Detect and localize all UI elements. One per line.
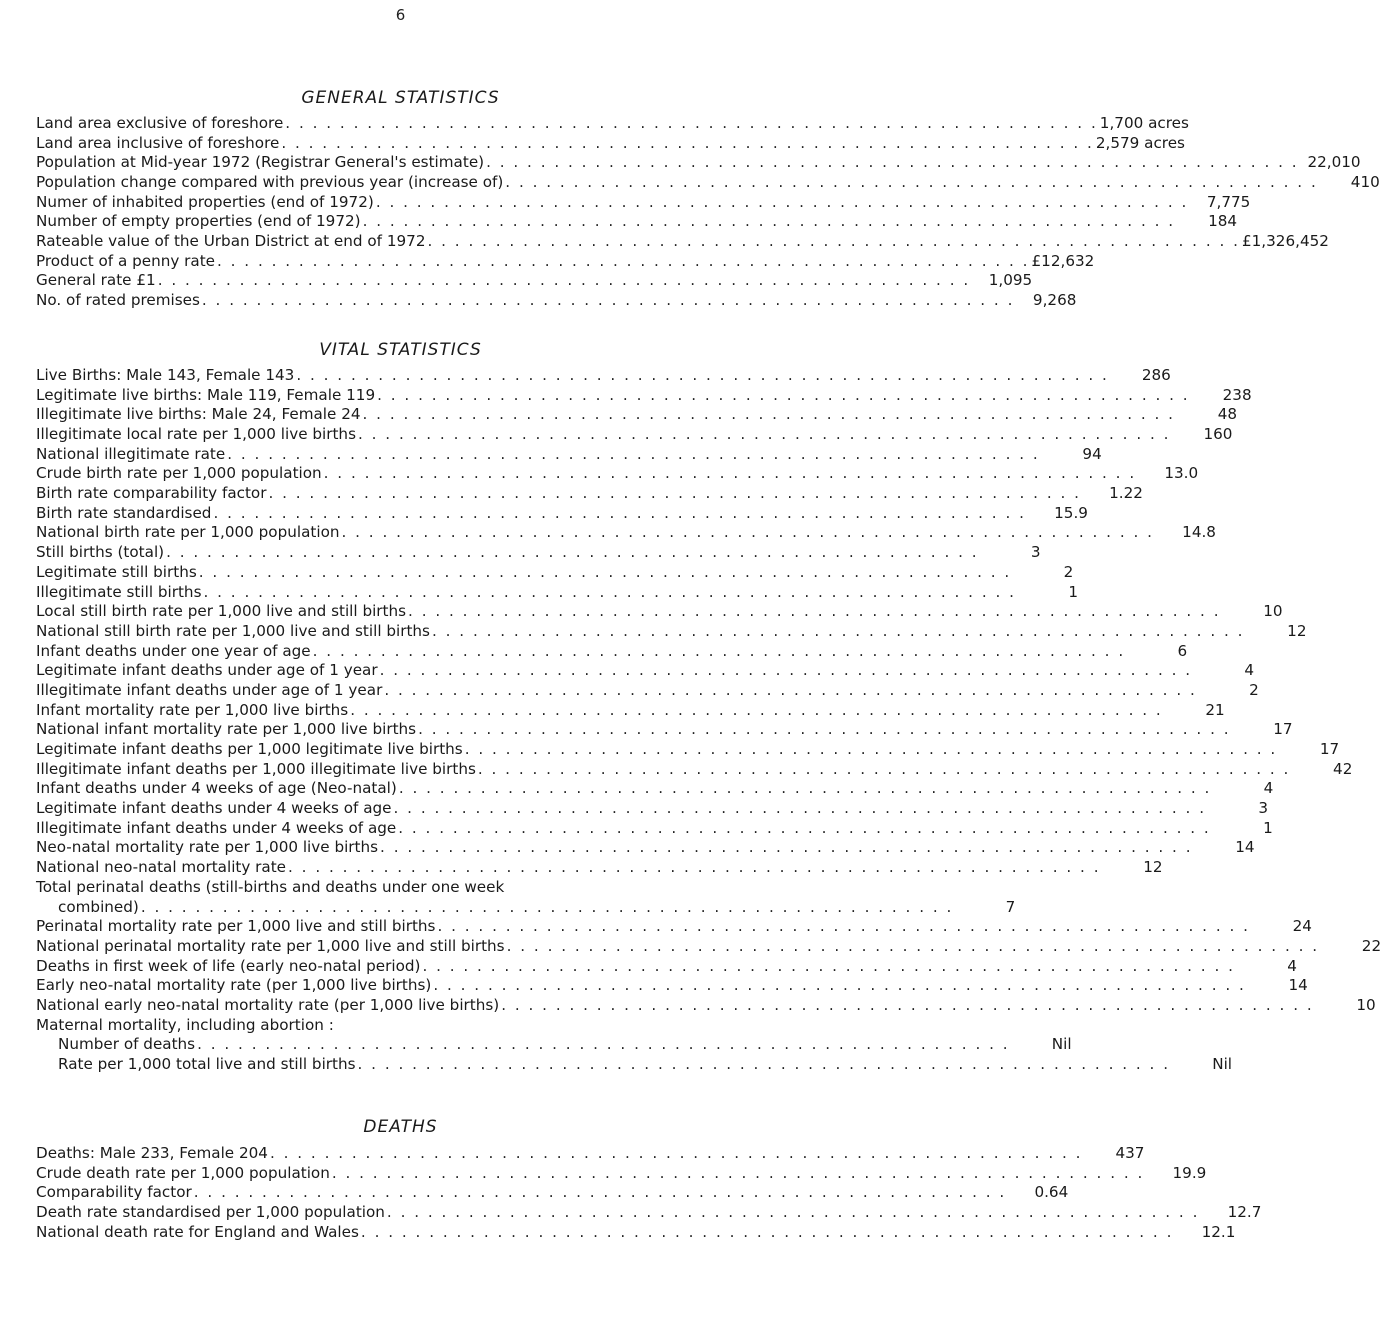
dot-leader: . . . . . . . . . . . . . . . . . . . . . . . . . . . . . . . . . . . . . . . . . . . . . . . . . . . . . . . . . . . . <box>380 838 1193 857</box>
statistic-label: Comparability factor <box>36 1183 192 1202</box>
dot-leader: . . . . . . . . . . . . . . . . . . . . . . . . . . . . . . . . . . . . . . . . . . . . . . . . . . . . . . . . . . . . <box>285 113 1098 132</box>
statistic-label: Deaths in first week of life (early neo-natal period) <box>36 956 421 975</box>
statistic-label: Illegitimate still births <box>36 582 202 601</box>
statistic-row <box>36 878 771 898</box>
statistic-value: 42 <box>1333 759 1353 778</box>
statistic-label: Live Births: Male 143, Female 143 <box>36 365 295 384</box>
statistic-value: 13.0 <box>1164 464 1199 483</box>
statistic-row <box>36 759 1353 780</box>
statistic-label: Land area exclusive of foreshore <box>36 113 284 132</box>
statistic-value: 6 <box>1177 641 1188 660</box>
statistic-value: 437 <box>1115 1143 1145 1162</box>
vital-statistics-heading: VITAL STATISTICS <box>319 340 482 360</box>
statistic-row <box>36 543 1041 563</box>
statistic-value: 10 <box>1356 995 1376 1014</box>
statistic-label: National neo-natal mortality rate <box>36 858 287 877</box>
statistic-row <box>36 232 1329 252</box>
statistic-label: Perinatal mortality rate per 1,000 live and still births <box>36 917 436 936</box>
statistic-value: 14 <box>1288 976 1308 995</box>
statistic-label: Maternal mortality, including abortion : <box>36 1015 334 1034</box>
statistic-row <box>36 1203 1262 1223</box>
statistic-label: National perinatal mortality rate per 1,000 live and still births <box>36 936 505 955</box>
dot-leader: . . . . . . . . . . . . . . . . . . . . . . . . . . . . . . . . . . . . . . . . . . . . . . . . . . . . . . . . . . . . <box>140 897 954 916</box>
statistic-label: Illegitimate infant deaths per 1,000 illegitimate live births <box>36 759 476 778</box>
statistic-row <box>36 621 1307 642</box>
statistic-value: 19.9 <box>1172 1163 1207 1182</box>
statistic-value: £1,326,452 <box>1241 232 1329 251</box>
statistic-label: National early neo-natal mortality rate (per 1,000 live births) <box>36 995 500 1014</box>
general-statistics-heading: GENERAL STATISTICS <box>301 88 500 108</box>
dot-leader: . . . . . . . . . . . . . . . . . . . . . . . . . . . . . . . . . . . . . . . . . . . . . . . . . . . . . . . . . . . . <box>268 484 1081 503</box>
dot-leader: . . . . . . . . . . . . . . . . . . . . . . . . . . . . . . . . . . . . . . . . . . . . . . . . . . . . . . . . . . . . <box>408 602 1221 621</box>
statistic-row <box>36 799 1269 819</box>
deaths-heading: DEATHS <box>363 1117 438 1137</box>
statistic-label: Total perinatal deaths (still-births and deaths under one week <box>36 877 505 896</box>
statistic-value: 12.1 <box>1201 1222 1236 1241</box>
dot-leader: . . . . . . . . . . . . . . . . . . . . . . . . . . . . . . . . . . . . . . . . . . . . . . . . . . . . . . . . . . . . <box>477 759 1291 778</box>
statistic-value: 238 <box>1222 385 1252 404</box>
dot-leader: . . . . . . . . . . . . . . . . . . . . . . . . . . . . . . . . . . . . . . . . . . . . . . . . . . . . . . . . . . . . <box>331 1163 1145 1182</box>
dot-leader: . . . . . . . . . . . . . . . . . . . . . . . . . . . . . . . . . . . . . . . . . . . . . . . . . . . . . . . . . . . . <box>341 523 1154 542</box>
dot-leader: . . . . . . . . . . . . . . . . . . . . . . . . . . . . . . . . . . . . . . . . . . . . . . . . . . . . . . . . . . . . <box>379 661 1193 680</box>
statistic-row <box>36 818 1273 839</box>
statistic-label: Rateable value of the Urban District at end of 1972 <box>36 232 426 251</box>
dot-leader: . . . . . . . . . . . . . . . . . . . . . . . . . . . . . . . . . . . . . . . . . . . . . . . . . . . . . . . . . . . . <box>433 976 1246 995</box>
statistic-row <box>36 192 1251 213</box>
dot-leader: . . . . . . . . . . . . . . . . . . . . . . . . . . . . . . . . . . . . . . . . . . . . . . . . . . . . . . . . . . . . <box>357 425 1171 444</box>
statistic-row <box>36 212 1238 232</box>
dot-leader: . . . . . . . . . . . . . . . . . . . . . . . . . . . . . . . . . . . . . . . . . . . . . . . . . . . . . . . . . . . . <box>357 1055 1171 1074</box>
statistic-value: 12 <box>1143 858 1163 877</box>
dot-leader: . . . . . . . . . . . . . . . . . . . . . . . . . . . . . . . . . . . . . . . . . . . . . . . . . . . . . . . . . . . . <box>360 1222 1174 1241</box>
statistic-row <box>36 444 1102 465</box>
statistic-row <box>36 133 1185 154</box>
statistic-label: Legitimate infant deaths under age of 1 year <box>36 661 378 680</box>
general-statistics-list <box>36 113 1380 311</box>
statistic-row <box>36 153 1361 173</box>
statistic-row <box>36 464 1199 484</box>
statistic-label: Land area inclusive of foreshore <box>36 133 280 152</box>
statistic-label: Legitimate live births: Male 119, Female 119 <box>36 385 376 404</box>
dot-leader: . . . . . . . . . . . . . . . . . . . . . . . . . . . . . . . . . . . . . . . . . . . . . . . . . . . . . . . . . . . . <box>375 192 1189 211</box>
statistic-value: 7 <box>1005 897 1016 916</box>
statistic-row <box>36 251 1095 272</box>
statistic-value: 3 <box>1258 799 1269 818</box>
dot-leader: . . . . . . . . . . . . . . . . . . . . . . . . . . . . . . . . . . . . . . . . . . . . . . . . . . . . . . . . . . . . <box>386 1203 1200 1222</box>
page-number: 6 <box>395 6 406 24</box>
statistic-value: 4 <box>1263 779 1274 798</box>
statistic-value: 160 <box>1203 425 1233 444</box>
dot-leader: . . . . . . . . . . . . . . . . . . . . . . . . . . . . . . . . . . . . . . . . . . . . . . . . . . . . . . . . . . . . <box>418 720 1231 739</box>
statistic-value: 184 <box>1208 212 1238 231</box>
statistic-row <box>36 995 1376 1016</box>
statistic-row <box>36 936 1381 957</box>
statistic-row <box>36 405 1238 425</box>
statistic-value: 1.22 <box>1109 484 1143 503</box>
dot-leader: . . . . . . . . . . . . . . . . . . . . . . . . . . . . . . . . . . . . . . . . . . . . . . . . . . . . . . . . . . . . <box>437 917 1250 936</box>
statistic-label: National birth rate per 1,000 population <box>36 523 340 542</box>
statistic-label: Crude birth rate per 1,000 population <box>36 464 322 483</box>
statistic-label: Still births (total) <box>36 543 165 562</box>
statistic-label: Illegitimate live births: Male 24, Female 24 <box>36 405 361 424</box>
dot-leader: . . . . . . . . . . . . . . . . . . . . . . . . . . . . . . . . . . . . . . . . . . . . . . . . . . . . . . . . . . . . <box>505 173 1318 192</box>
statistic-value: 1 <box>1068 582 1078 601</box>
statistic-value: 0.64 <box>1034 1183 1069 1202</box>
dot-leader: . . . . . . . . . . . . . . . . . . . . . . . . . . . . . . . . . . . . . . . . . . . . . . . . . . . . . . . . . . . . <box>312 641 1126 660</box>
statistic-row <box>36 1163 1207 1184</box>
statistic-value: 1,095 <box>988 271 1033 290</box>
statistic-label: Population change compared with previous year (increase of) <box>36 173 504 192</box>
dot-leader: . . . . . . . . . . . . . . . . . . . . . . . . . . . . . . . . . . . . . . . . . . . . . . . . . . . . . . . . . . . . <box>501 995 1314 1014</box>
statistic-value: 22,010 <box>1307 153 1361 172</box>
statistic-value: 21 <box>1205 700 1225 719</box>
statistic-value: 24 <box>1292 917 1312 936</box>
statistic-value: 2,579 acres <box>1095 133 1185 152</box>
statistic-row <box>36 484 1143 504</box>
statistic-label: Crude death rate per 1,000 population <box>36 1163 330 1182</box>
statistic-label: General rate £1 <box>36 271 156 290</box>
statistic-label: Death rate standardised per 1,000 population <box>36 1203 385 1222</box>
statistic-row <box>36 523 1216 544</box>
statistic-value: 9,268 <box>1032 291 1077 310</box>
statistic-value: 7,775 <box>1206 192 1251 211</box>
statistic-row <box>36 858 1163 878</box>
statistic-label: Infant mortality rate per 1,000 live births <box>36 700 349 719</box>
statistic-value: Nil <box>1212 1055 1233 1074</box>
dot-leader: . . . . . . . . . . . . . . . . . . . . . . . . . . . . . . . . . . . . . . . . . . . . . . . . . . . . . . . . . . . . <box>393 799 1207 818</box>
statistic-row <box>36 425 1233 445</box>
dot-leader: . . . . . . . . . . . . . . . . . . . . . . . . . . . . . . . . . . . . . . . . . . . . . . . . . . . . . . . . . . . . <box>288 858 1101 877</box>
statistic-row <box>36 1143 1145 1164</box>
dot-leader: . . . . . . . . . . . . . . . . . . . . . . . . . . . . . . . . . . . . . . . . . . . . . . . . . . . . . . . . . . . . <box>362 212 1176 231</box>
statistic-label: Illegitimate local rate per 1,000 live births <box>36 425 356 444</box>
statistic-value: Nil <box>1051 1035 1072 1054</box>
statistic-value: 286 <box>1141 365 1171 384</box>
dot-leader: . . . . . . . . . . . . . . . . . . . . . . . . . . . . . . . . . . . . . . . . . . . . . . . . . . . . . . . . . . . . <box>227 444 1040 463</box>
statistic-label: National illegitimate rate <box>36 444 226 463</box>
statistic-value: 410 <box>1350 173 1380 192</box>
statistic-row <box>36 1055 1233 1075</box>
dot-leader: . . . . . . . . . . . . . . . . . . . . . . . . . . . . . . . . . . . . . . . . . . . . . . . . . . . . . . . . . . . . <box>422 956 1235 975</box>
statistic-row <box>36 503 1088 524</box>
statistic-label: No. of rated premises <box>36 291 200 310</box>
statistic-label: Legitimate still births <box>36 562 197 581</box>
statistic-label: combined) <box>58 897 139 916</box>
dot-leader: . . . . . . . . . . . . . . . . . . . . . . . . . . . . . . . . . . . . . . . . . . . . . . . . . . . . . . . . . . . . <box>193 1183 1007 1202</box>
deaths-list <box>36 1143 1262 1242</box>
dot-leader: . . . . . . . . . . . . . . . . . . . . . . . . . . . . . . . . . . . . . . . . . . . . . . . . . . . . . . . . . . . . <box>198 562 1012 581</box>
statistic-value: 15.9 <box>1054 503 1088 522</box>
statistic-value: 10 <box>1263 602 1283 621</box>
statistic-label: Legitimate infant deaths under 4 weeks of age <box>36 799 392 818</box>
statistic-value: 3 <box>1030 543 1041 562</box>
statistic-row <box>36 680 1259 701</box>
statistic-row <box>36 700 1225 721</box>
statistic-label: Local still birth rate per 1,000 live and still births <box>36 602 407 621</box>
statistic-label: National death rate for England and Wales <box>36 1222 359 1241</box>
statistic-row <box>36 740 1340 760</box>
dot-leader: . . . . . . . . . . . . . . . . . . . . . . . . . . . . . . . . . . . . . . . . . . . . . . . . . . . . . . . . . . . . <box>506 936 1320 955</box>
statistic-value: 2 <box>1249 680 1259 699</box>
statistic-value: 14.8 <box>1182 523 1216 542</box>
statistic-row <box>36 173 1380 193</box>
dot-leader: . . . . . . . . . . . . . . . . . . . . . . . . . . . . . . . . . . . . . . . . . . . . . . . . . . . . . . . . . . . . <box>486 153 1299 172</box>
statistic-label: Population at Mid-year 1972 (Registrar General's estimate) <box>36 153 485 172</box>
statistic-row <box>36 641 1188 662</box>
statistic-row <box>36 602 1283 622</box>
statistic-label: Legitimate infant deaths per 1,000 legitimate live births <box>36 740 463 759</box>
dot-leader: . . . . . . . . . . . . . . . . . . . . . . . . . . . . . . . . . . . . . . . . . . . . . . . . . . . . . . . . . . . . <box>281 133 1094 152</box>
dot-leader: . . . . . . . . . . . . . . . . . . . . . . . . . . . . . . . . . . . . . . . . . . . . . . . . . . . . . . . . . . . . <box>203 582 1016 601</box>
statistic-row <box>36 661 1255 681</box>
statistic-label: Numer of inhabited properties (end of 1972) <box>36 192 374 211</box>
statistic-row <box>36 720 1293 740</box>
statistic-row <box>36 385 1252 406</box>
statistic-row <box>36 956 1297 977</box>
statistic-label: Number of empty properties (end of 1972) <box>36 212 361 231</box>
dot-leader: . . . . . . . . . . . . . . . . . . . . . . . . . . . . . . . . . . . . . . . . . . . . . . . . . . . . . . . . . . . . <box>464 740 1278 759</box>
vital-statistics-list <box>36 365 1381 1075</box>
dot-leader: . . . . . . . . . . . . . . . . . . . . . . . . . . . . . . . . . . . . . . . . . . . . . . . . . . . . . . . . . . . . <box>166 543 979 562</box>
dot-leader: . . . . . . . . . . . . . . . . . . . . . . . . . . . . . . . . . . . . . . . . . . . . . . . . . . . . . . . . . . . . <box>384 680 1197 699</box>
statistic-row <box>36 291 1077 311</box>
statistic-label: Neo-natal mortality rate per 1,000 live births <box>36 838 379 857</box>
dot-leader: . . . . . . . . . . . . . . . . . . . . . . . . . . . . . . . . . . . . . . . . . . . . . . . . . . . . . . . . . . . . <box>201 291 1015 310</box>
statistic-label: National infant mortality rate per 1,000 live births <box>36 720 417 739</box>
statistic-row <box>36 917 1312 937</box>
statistic-row <box>36 779 1274 799</box>
statistic-row <box>36 365 1171 386</box>
dot-leader: . . . . . . . . . . . . . . . . . . . . . . . . . . . . . . . . . . . . . . . . . . . . . . . . . . . . . . . . . . . . <box>398 818 1211 837</box>
statistic-row <box>36 1183 1069 1203</box>
statistic-label: Birth rate comparability factor <box>36 484 267 503</box>
statistic-row <box>36 271 1033 292</box>
dot-leader: . . . . . . . . . . . . . . . . . . . . . . . . . . . . . . . . . . . . . . . . . . . . . . . . . . . . . . . . . . . . <box>269 1143 1083 1162</box>
dot-leader: . . . . . . . . . . . . . . . . . . . . . . . . . . . . . . . . . . . . . . . . . . . . . . . . . . . . . . . . . . . . <box>157 271 971 290</box>
statistic-label: Early neo-natal mortality rate (per 1,000 live births) <box>36 976 432 995</box>
statistic-value: 94 <box>1082 444 1102 463</box>
statistic-row <box>36 1016 771 1036</box>
dot-leader: . . . . . . . . . . . . . . . . . . . . . . . . . . . . . . . . . . . . . . . . . . . . . . . . . . . . . . . . . . . . <box>213 503 1026 522</box>
statistic-value: 4 <box>1244 661 1255 680</box>
statistic-label: Rate per 1,000 total live and still births <box>58 1055 356 1074</box>
statistic-label: Product of a penny rate <box>36 251 215 270</box>
statistic-row <box>36 976 1308 996</box>
statistic-value: 1,700 acres <box>1099 113 1189 132</box>
statistic-value: 17 <box>1319 740 1340 759</box>
statistic-value: 1 <box>1263 818 1273 837</box>
dot-leader: . . . . . . . . . . . . . . . . . . . . . . . . . . . . . . . . . . . . . . . . . . . . . . . . . . . . . . . . . . . . <box>296 365 1109 384</box>
statistic-value: 48 <box>1217 405 1238 424</box>
statistic-label: National still birth rate per 1,000 live and still births <box>36 621 430 640</box>
dot-leader: . . . . . . . . . . . . . . . . . . . . . . . . . . . . . . . . . . . . . . . . . . . . . . . . . . . . . . . . . . . . <box>431 621 1245 640</box>
statistic-label: Illegitimate infant deaths under age of 1 year <box>36 680 383 699</box>
statistic-label: Infant deaths under 4 weeks of age (Neo-natal) <box>36 779 397 798</box>
dot-leader: . . . . . . . . . . . . . . . . . . . . . . . . . . . . . . . . . . . . . . . . . . . . . . . . . . . . . . . . . . . . <box>427 232 1240 251</box>
statistic-value: 12 <box>1287 621 1307 640</box>
statistic-value: £12,632 <box>1031 251 1095 270</box>
dot-leader: . . . . . . . . . . . . . . . . . . . . . . . . . . . . . . . . . . . . . . . . . . . . . . . . . . . . . . . . . . . . <box>197 1035 1010 1054</box>
statistic-row <box>36 1222 1236 1243</box>
dot-leader: . . . . . . . . . . . . . . . . . . . . . . . . . . . . . . . . . . . . . . . . . . . . . . . . . . . . . . . . . . . . <box>217 251 1030 270</box>
dot-leader: . . . . . . . . . . . . . . . . . . . . . . . . . . . . . . . . . . . . . . . . . . . . . . . . . . . . . . . . . . . . <box>323 464 1137 483</box>
statistic-label: Birth rate standardised <box>36 503 212 522</box>
statistic-label: Infant deaths under one year of age <box>36 641 311 660</box>
statistic-row <box>36 1035 1072 1055</box>
statistic-row <box>36 562 1074 583</box>
statistic-row <box>36 838 1255 859</box>
statistic-label: Illegitimate infant deaths under 4 weeks of age <box>36 818 397 837</box>
statistic-value: 17 <box>1273 720 1293 739</box>
dot-leader: . . . . . . . . . . . . . . . . . . . . . . . . . . . . . . . . . . . . . . . . . . . . . . . . . . . . . . . . . . . . <box>362 405 1176 424</box>
dot-leader: . . . . . . . . . . . . . . . . . . . . . . . . . . . . . . . . . . . . . . . . . . . . . . . . . . . . . . . . . . . . <box>377 385 1190 404</box>
statistic-row <box>36 113 1189 134</box>
statistic-label: Number of deaths <box>58 1035 196 1054</box>
dot-leader: . . . . . . . . . . . . . . . . . . . . . . . . . . . . . . . . . . . . . . . . . . . . . . . . . . . . . . . . . . . . <box>350 700 1163 719</box>
statistic-value: 12.7 <box>1227 1203 1262 1222</box>
statistic-value: 14 <box>1235 838 1255 857</box>
statistic-row <box>36 582 1078 603</box>
statistic-row <box>36 897 1016 918</box>
statistic-value: 22 <box>1361 936 1381 955</box>
statistic-value: 2 <box>1063 562 1074 581</box>
statistic-value: 4 <box>1287 956 1297 975</box>
statistic-label: Deaths: Male 233, Female 204 <box>36 1143 268 1162</box>
dot-leader: . . . . . . . . . . . . . . . . . . . . . . . . . . . . . . . . . . . . . . . . . . . . . . . . . . . . . . . . . . . . <box>398 779 1212 798</box>
